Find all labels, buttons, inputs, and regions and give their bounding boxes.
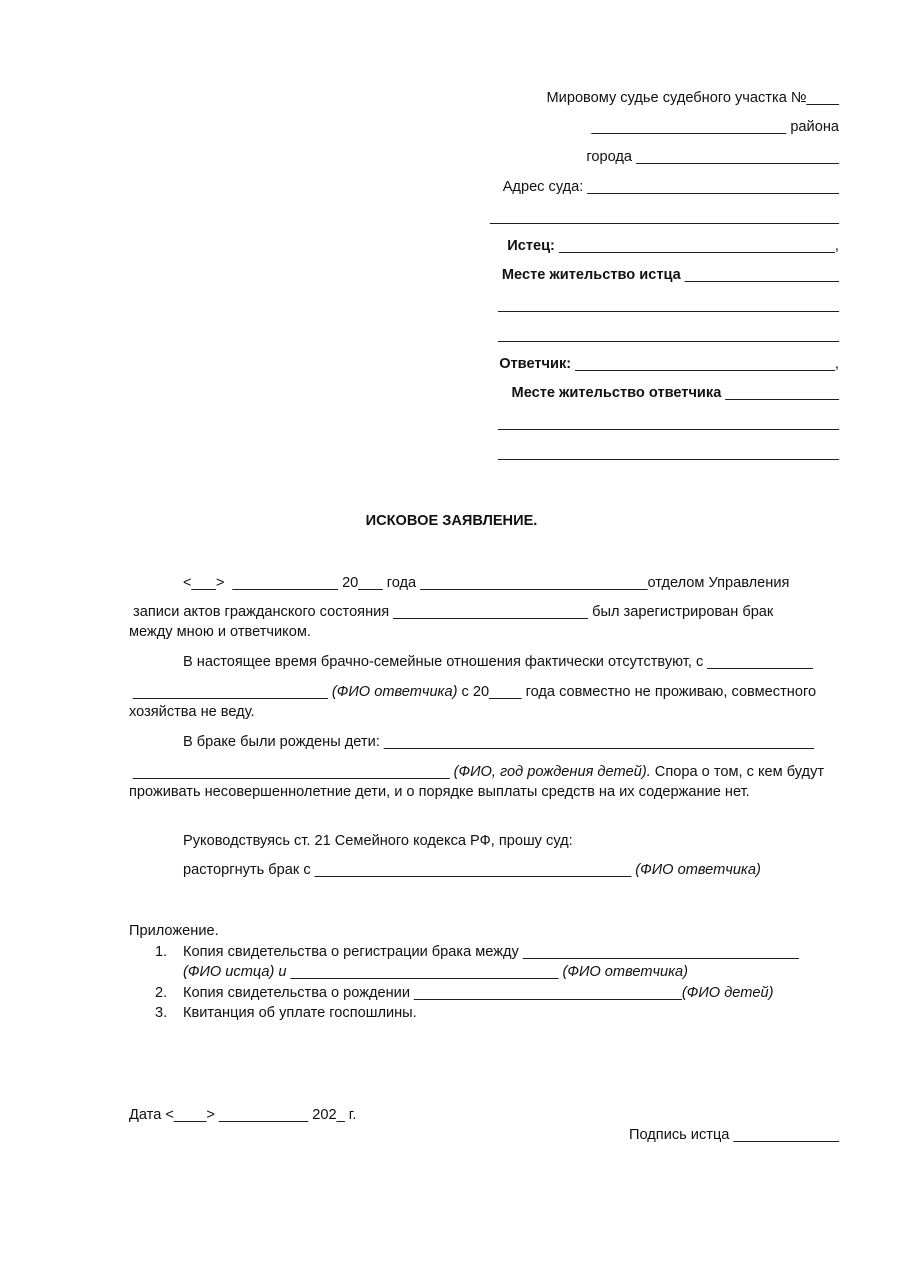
defendant-residence-blank: ______________: [721, 385, 839, 401]
defendant-residence-line: [512, 384, 839, 402]
paragraph-1-line-2: записи актов гражданского состояния ________________________ был зарегистрирован брак: [129, 604, 774, 620]
attachment-1-plaintiff-hint: (ФИО истца) и: [183, 964, 287, 980]
city-line: города _________________________: [586, 149, 839, 165]
defendant-label: Ответчик:: [499, 356, 572, 372]
paragraph-2-line-2: [129, 683, 816, 701]
plaintiff-line: [507, 237, 839, 255]
attachment-2-text: Копия свидетельства о рождении _________________________________: [183, 985, 682, 1001]
district-line: ________________________ района: [591, 119, 839, 135]
paragraph-3-line-2: [129, 763, 824, 781]
paragraph-3-line-1: В браке были рождены дети: _____________________________________________________: [183, 734, 814, 750]
court-address-continuation: ___________________________________________: [489, 209, 839, 225]
attachment-1-line-2: [183, 963, 688, 981]
document-title: ИСКОВОЕ ЗАЯВЛЕНИЕ.: [365, 513, 538, 529]
signature-line: Подпись истца _____________: [629, 1127, 839, 1143]
attachment-3-line-1: Квитанция об уплате госпошлины.: [183, 1005, 417, 1021]
paragraph-1-line-3: между мною и ответчиком.: [129, 624, 311, 640]
request-divorce-line: [183, 861, 761, 879]
attachment-number-1: 1.: [155, 944, 168, 960]
request-intro: Руководствуясь ст. 21 Семейного кодекса РФ, прошу суд:: [183, 833, 573, 849]
attachment-1-blank: _________________________________: [286, 964, 563, 980]
plaintiff-label: Истец:: [507, 238, 555, 254]
plaintiff-residence-blank-1: __________________________________________: [498, 297, 839, 313]
attachment-1-line-1: Копия свидетельства о регистрации брака между __________________________________: [183, 944, 799, 960]
defendant-line: [499, 355, 839, 373]
paragraph-2-line-3: хозяйства не веду.: [129, 704, 255, 720]
defendant-blank: ________________________________,: [571, 356, 839, 372]
paragraph-3-line-3: проживать несовершеннолетние дети, и о порядке выплаты средств на их содержание нет.: [129, 784, 750, 800]
paragraph-2-line-1: В настоящее время брачно-семейные отношения фактически отсутствуют, с _____________: [183, 654, 813, 670]
paragraph-2-rest: с 20____ года совместно не проживаю, совместного: [457, 684, 817, 700]
request-defendant-hint: (ФИО ответчика): [635, 862, 761, 878]
defendant-residence-label: Месте жительство ответчика: [511, 385, 722, 401]
defendant-residence-blank-2: __________________________________________: [498, 445, 839, 461]
paragraph-3-rest: Спора о том, с кем будут: [650, 764, 825, 780]
paragraph-2-blank: ________________________: [129, 684, 332, 700]
defendant-residence-blank-1: __________________________________________: [498, 415, 839, 431]
attachment-2-line-1: [183, 984, 773, 1002]
attachments-heading: Приложение.: [129, 923, 219, 939]
attachment-1-defendant-hint: (ФИО ответчика): [562, 964, 689, 980]
attachment-number-3: 3.: [155, 1005, 168, 1021]
date-line: Дата <____> ___________ 202_ г.: [129, 1107, 357, 1123]
paragraph-2-defendant-hint: (ФИО ответчика): [331, 684, 458, 700]
court-addressee-line: Мировому судье судебного участка №____: [546, 90, 839, 106]
plaintiff-blank: __________________________________,: [554, 238, 839, 254]
request-divorce-text: расторгнуть брак с _______________________________________: [183, 862, 636, 878]
attachment-2-children-hint: (ФИО детей): [681, 985, 774, 1001]
plaintiff-residence-blank-2: __________________________________________: [498, 327, 839, 343]
paragraph-3-blank: _______________________________________: [129, 764, 454, 780]
plaintiff-residence-blank: ___________________: [680, 267, 839, 283]
plaintiff-residence-label: Месте жительство истца: [501, 267, 681, 283]
attachment-number-2: 2.: [155, 985, 168, 1001]
paragraph-1-line-1: <___> _____________ 20___ года ____________________________отделом Управления: [183, 575, 790, 591]
court-address-line: Адрес суда: _______________________________: [502, 179, 839, 195]
paragraph-3-children-hint: (ФИО, год рождения детей).: [453, 764, 651, 780]
plaintiff-residence-line: [502, 266, 839, 284]
